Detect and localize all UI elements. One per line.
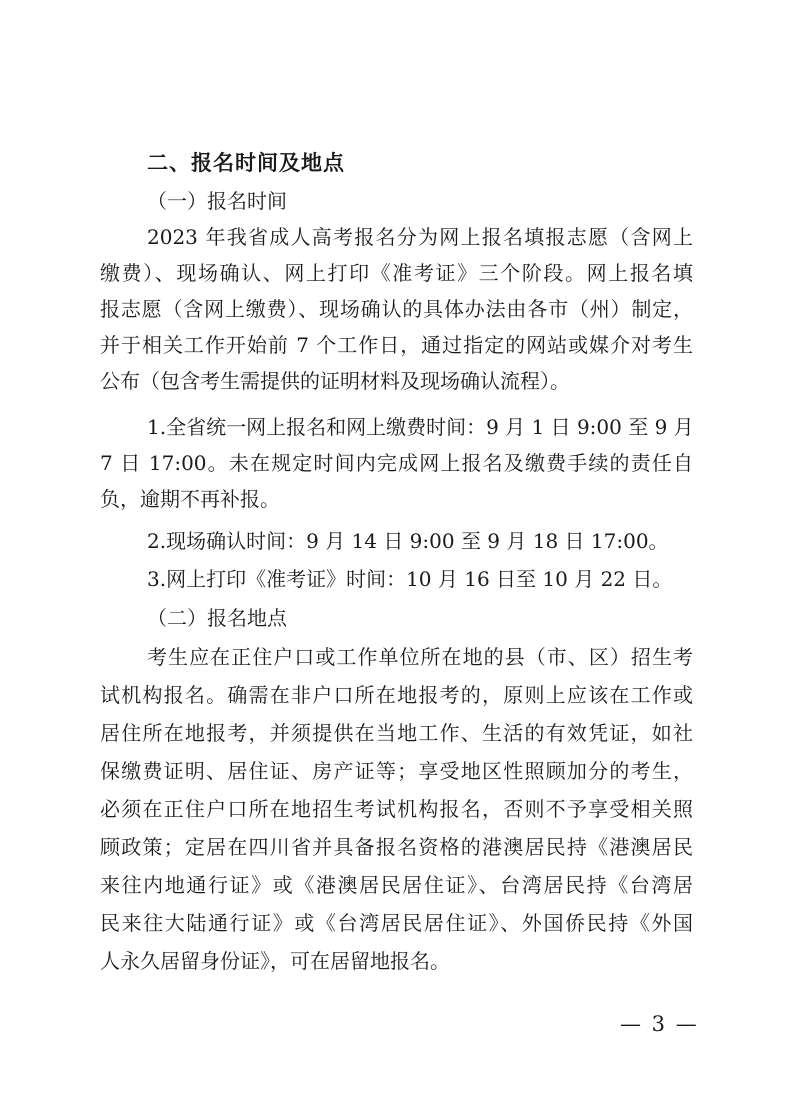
subsection-title-location: （二）报名地点	[147, 606, 287, 630]
paragraph-line: 顾政策；定居在四川省并具备报名资格的港澳居民持《港澳居民	[100, 835, 693, 859]
list-item-line: 1.全省统一网上报名和网上缴费时间：9 月 1 日 9:00 至 9 月	[147, 415, 694, 439]
list-item-line: 负，逾期不再补报。	[100, 487, 280, 511]
list-item-line: 7 日 17:00。未在规定时间内完成网上报名及缴费手续的责任自	[100, 451, 693, 475]
paragraph-line: 公布（包含考生需提供的证明材料及现场确认流程）。	[100, 369, 570, 393]
paragraph-line: 缴费）、现场确认、网上打印《准考证》三个阶段。网上报名填	[100, 261, 693, 285]
list-item-print-admission-ticket: 3.网上打印《准考证》时间：10 月 16 日至 10 月 22 日。	[147, 567, 673, 591]
paragraph-line: 试机构报名。确需在非户口所在地报考的，原则上应该在工作或	[100, 683, 693, 707]
section-title: 二、报名时间及地点	[147, 151, 345, 175]
paragraph-line: 2023 年我省成人高考报名分为网上报名填报志愿（含网上	[147, 225, 693, 249]
paragraph-line: 保缴费证明、居住证、房产证等；享受地区性照顾加分的考生，	[100, 759, 693, 783]
paragraph-line: 民来往大陆通行证》或《台湾居民居住证》、外国侨民持《外国	[100, 911, 693, 935]
paragraph-line: 人永久居留身份证》，可在居留地报名。	[100, 949, 450, 973]
paragraph-line: 居住所在地报考，并须提供在当地工作、生活的有效凭证，如社	[100, 721, 693, 745]
list-item-onsite-confirmation: 2.现场确认时间：9 月 14 日 9:00 至 9 月 18 日 17:00。	[147, 529, 669, 553]
paragraph-line: 来往内地通行证》或《港澳居民居住证》、台湾居民持《台湾居	[100, 873, 693, 897]
paragraph-line: 考生应在正住户口或工作单位所在地的县（市、区）招生考	[147, 645, 693, 669]
paragraph-line: 必须在正住户口所在地招生考试机构报名，否则不予享受相关照	[100, 797, 693, 821]
paragraph-line: 报志愿（含网上缴费）、现场确认的具体办法由各市（州）制定，	[100, 297, 693, 321]
page-number: — 3 —	[620, 1012, 699, 1036]
paragraph-line: 并于相关工作开始前 7 个工作日，通过指定的网站或媒介对考生	[100, 333, 693, 357]
subsection-title-time: （一）报名时间	[147, 189, 287, 213]
